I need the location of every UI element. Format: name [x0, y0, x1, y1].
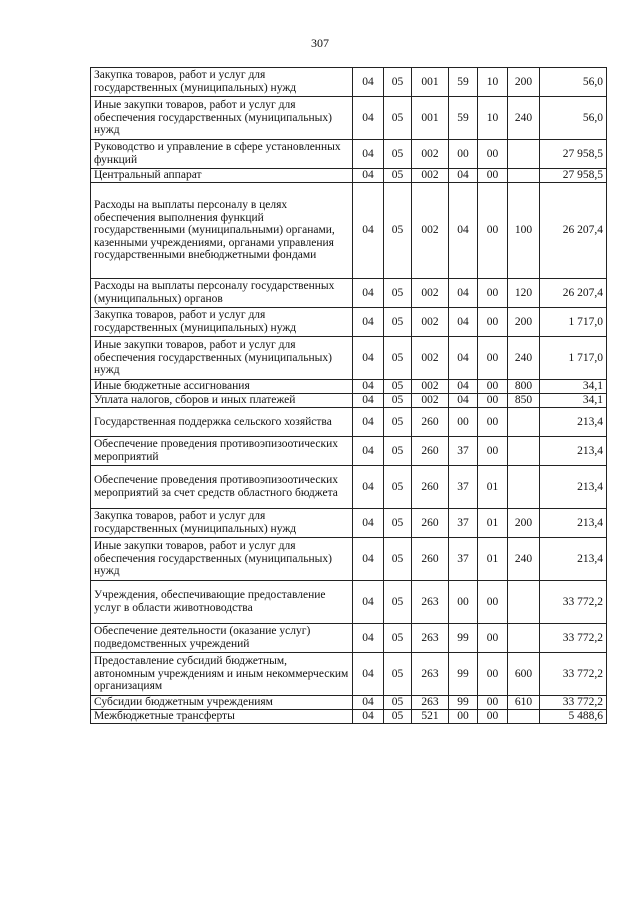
- section-code: 04: [353, 380, 384, 394]
- section-code: 04: [353, 183, 384, 279]
- section-code: 04: [353, 140, 384, 169]
- amount-value: 56,0: [540, 68, 607, 97]
- article-code: 01: [478, 538, 508, 581]
- program-code: 002: [412, 394, 449, 408]
- expense-type-code: [508, 437, 540, 466]
- article-code: 00: [478, 581, 508, 624]
- subsection-code: 05: [384, 509, 412, 538]
- section-code: 04: [353, 509, 384, 538]
- table-row: [91, 509, 607, 538]
- budget-item-name: Расходы на выплаты персоналу государственных (муниципальных) органов: [91, 279, 353, 308]
- budget-item-name: Расходы на выплаты персоналу в целях обеспечения выполнения функций государственными (муниципальными) органами, казенными учреждениями, органами управления государственными внебюджетными фондами: [91, 183, 353, 279]
- program-code: 001: [412, 97, 449, 140]
- subprogram-code: 00: [449, 140, 478, 169]
- table-row: [91, 337, 607, 380]
- subprogram-code: 59: [449, 97, 478, 140]
- table-row: [91, 437, 607, 466]
- article-code: 00: [478, 408, 508, 437]
- table-row: [91, 380, 607, 394]
- program-code: 002: [412, 140, 449, 169]
- program-code: 263: [412, 696, 449, 710]
- expense-type-code: [508, 624, 540, 653]
- article-code: 00: [478, 394, 508, 408]
- section-code: 04: [353, 624, 384, 653]
- section-code: 04: [353, 308, 384, 337]
- amount-value: 1 717,0: [540, 308, 607, 337]
- article-code: 00: [478, 653, 508, 696]
- budget-item-name: Иные бюджетные ассигнования: [91, 380, 353, 394]
- budget-table-body: [91, 68, 607, 724]
- article-code: 00: [478, 710, 508, 724]
- program-code: 002: [412, 279, 449, 308]
- amount-value: 34,1: [540, 380, 607, 394]
- amount-value: 56,0: [540, 97, 607, 140]
- subprogram-code: 04: [449, 169, 478, 183]
- subprogram-code: 59: [449, 68, 478, 97]
- program-code: 260: [412, 466, 449, 509]
- expense-type-code: [508, 466, 540, 509]
- amount-value: 213,4: [540, 466, 607, 509]
- expense-type-code: 120: [508, 279, 540, 308]
- subprogram-code: 37: [449, 509, 478, 538]
- section-code: 04: [353, 581, 384, 624]
- section-code: 04: [353, 653, 384, 696]
- amount-value: 213,4: [540, 437, 607, 466]
- section-code: 04: [353, 696, 384, 710]
- subsection-code: 05: [384, 466, 412, 509]
- section-code: 04: [353, 408, 384, 437]
- page-number: 307: [311, 36, 329, 50]
- subprogram-code: 00: [449, 710, 478, 724]
- subprogram-code: 37: [449, 466, 478, 509]
- expense-type-code: 240: [508, 538, 540, 581]
- section-code: 04: [353, 437, 384, 466]
- subsection-code: 05: [384, 308, 412, 337]
- subsection-code: 05: [384, 97, 412, 140]
- amount-value: 34,1: [540, 394, 607, 408]
- subprogram-code: 04: [449, 337, 478, 380]
- amount-value: 26 207,4: [540, 279, 607, 308]
- subprogram-code: 99: [449, 653, 478, 696]
- section-code: 04: [353, 97, 384, 140]
- subsection-code: 05: [384, 581, 412, 624]
- table-row: [91, 308, 607, 337]
- expense-type-code: [508, 581, 540, 624]
- budget-item-name: Закупка товаров, работ и услуг для государственных (муниципальных) нужд: [91, 308, 353, 337]
- subsection-code: 05: [384, 408, 412, 437]
- table-row: [91, 279, 607, 308]
- expense-type-code: 200: [508, 308, 540, 337]
- table-row: [91, 653, 607, 696]
- article-code: 00: [478, 169, 508, 183]
- subprogram-code: 00: [449, 581, 478, 624]
- table-row: [91, 394, 607, 408]
- program-code: 260: [412, 408, 449, 437]
- program-code: 260: [412, 437, 449, 466]
- subsection-code: 05: [384, 68, 412, 97]
- amount-value: 26 207,4: [540, 183, 607, 279]
- expense-type-code: [508, 408, 540, 437]
- article-code: 10: [478, 97, 508, 140]
- article-code: 00: [478, 308, 508, 337]
- expense-type-code: 200: [508, 68, 540, 97]
- program-code: 263: [412, 581, 449, 624]
- program-code: 521: [412, 710, 449, 724]
- subprogram-code: 00: [449, 408, 478, 437]
- table-row: [91, 183, 607, 279]
- budget-item-name: Иные закупки товаров, работ и услуг для обеспечения государственных (муниципальных) нужд: [91, 538, 353, 581]
- article-code: 01: [478, 466, 508, 509]
- expense-type-code: 850: [508, 394, 540, 408]
- budget-item-name: Закупка товаров, работ и услуг для государственных (муниципальных) нужд: [91, 509, 353, 538]
- article-code: 10: [478, 68, 508, 97]
- expense-type-code: 800: [508, 380, 540, 394]
- table-row: [91, 466, 607, 509]
- expense-type-code: [508, 169, 540, 183]
- subsection-code: 05: [384, 169, 412, 183]
- program-code: 002: [412, 380, 449, 394]
- expense-type-code: 610: [508, 696, 540, 710]
- expense-type-code: 100: [508, 183, 540, 279]
- amount-value: 33 772,2: [540, 581, 607, 624]
- subprogram-code: 37: [449, 437, 478, 466]
- subsection-code: 05: [384, 337, 412, 380]
- expense-type-code: 200: [508, 509, 540, 538]
- expense-type-code: [508, 710, 540, 724]
- table-row: [91, 710, 607, 724]
- amount-value: 213,4: [540, 509, 607, 538]
- program-code: 263: [412, 653, 449, 696]
- program-code: 002: [412, 183, 449, 279]
- article-code: 00: [478, 696, 508, 710]
- section-code: 04: [353, 279, 384, 308]
- subsection-code: 05: [384, 437, 412, 466]
- amount-value: 33 772,2: [540, 696, 607, 710]
- subsection-code: 05: [384, 653, 412, 696]
- amount-value: 1 717,0: [540, 337, 607, 380]
- budget-item-name: Государственная поддержка сельского хозяйства: [91, 408, 353, 437]
- subsection-code: 05: [384, 394, 412, 408]
- program-code: 263: [412, 624, 449, 653]
- subprogram-code: 99: [449, 696, 478, 710]
- subsection-code: 05: [384, 380, 412, 394]
- subprogram-code: 99: [449, 624, 478, 653]
- article-code: 00: [478, 624, 508, 653]
- amount-value: 213,4: [540, 408, 607, 437]
- article-code: 01: [478, 509, 508, 538]
- table-row: [91, 140, 607, 169]
- budget-item-name: Обеспечение проведения противоэпизоотических мероприятий за счет средств областного бюджета: [91, 466, 353, 509]
- table-row: [91, 408, 607, 437]
- budget-item-name: Уплата налогов, сборов и иных платежей: [91, 394, 353, 408]
- budget-item-name: Центральный аппарат: [91, 169, 353, 183]
- program-code: 002: [412, 169, 449, 183]
- article-code: 00: [478, 279, 508, 308]
- table-row: [91, 68, 607, 97]
- expense-type-code: 600: [508, 653, 540, 696]
- article-code: 00: [478, 437, 508, 466]
- amount-value: 213,4: [540, 538, 607, 581]
- expense-type-code: [508, 140, 540, 169]
- table-row: [91, 169, 607, 183]
- budget-table: [90, 67, 607, 724]
- table-row: [91, 581, 607, 624]
- subprogram-code: 04: [449, 279, 478, 308]
- subprogram-code: 04: [449, 380, 478, 394]
- article-code: 00: [478, 337, 508, 380]
- budget-item-name: Субсидии бюджетным учреждениям: [91, 696, 353, 710]
- article-code: 00: [478, 183, 508, 279]
- section-code: 04: [353, 169, 384, 183]
- expense-type-code: 240: [508, 97, 540, 140]
- section-code: 04: [353, 538, 384, 581]
- expense-type-code: 240: [508, 337, 540, 380]
- budget-item-name: Предоставление субсидий бюджетным, автономным учреждениям и иным некоммерческим организациям: [91, 653, 353, 696]
- subsection-code: 05: [384, 624, 412, 653]
- table-row: [91, 696, 607, 710]
- subprogram-code: 04: [449, 394, 478, 408]
- subprogram-code: 04: [449, 183, 478, 279]
- subsection-code: 05: [384, 538, 412, 581]
- subsection-code: 05: [384, 183, 412, 279]
- article-code: 00: [478, 140, 508, 169]
- section-code: 04: [353, 394, 384, 408]
- budget-item-name: Иные закупки товаров, работ и услуг для обеспечения государственных (муниципальных) нужд: [91, 337, 353, 380]
- subsection-code: 05: [384, 140, 412, 169]
- amount-value: 27 958,5: [540, 140, 607, 169]
- program-code: 002: [412, 337, 449, 380]
- budget-item-name: Межбюджетные трансферты: [91, 710, 353, 724]
- amount-value: 27 958,5: [540, 169, 607, 183]
- budget-item-name: Руководство и управление в сфере установленных функций: [91, 140, 353, 169]
- budget-item-name: Обеспечение деятельности (оказание услуг) подведомственных учреждений: [91, 624, 353, 653]
- program-code: 260: [412, 509, 449, 538]
- amount-value: 5 488,6: [540, 710, 607, 724]
- amount-value: 33 772,2: [540, 624, 607, 653]
- subprogram-code: 04: [449, 308, 478, 337]
- subsection-code: 05: [384, 696, 412, 710]
- amount-value: 33 772,2: [540, 653, 607, 696]
- program-code: 260: [412, 538, 449, 581]
- subsection-code: 05: [384, 710, 412, 724]
- section-code: 04: [353, 710, 384, 724]
- section-code: 04: [353, 337, 384, 380]
- subsection-code: 05: [384, 279, 412, 308]
- article-code: 00: [478, 380, 508, 394]
- budget-item-name: Иные закупки товаров, работ и услуг для обеспечения государственных (муниципальных) нужд: [91, 97, 353, 140]
- budget-item-name: Обеспечение проведения противоэпизоотических мероприятий: [91, 437, 353, 466]
- budget-item-name: Закупка товаров, работ и услуг для государственных (муниципальных) нужд: [91, 68, 353, 97]
- budget-item-name: Учреждения, обеспечивающие предоставление услуг в области животноводства: [91, 581, 353, 624]
- section-code: 04: [353, 68, 384, 97]
- program-code: 001: [412, 68, 449, 97]
- section-code: 04: [353, 466, 384, 509]
- program-code: 002: [412, 308, 449, 337]
- subprogram-code: 37: [449, 538, 478, 581]
- table-row: [91, 624, 607, 653]
- table-row: [91, 538, 607, 581]
- table-row: [91, 97, 607, 140]
